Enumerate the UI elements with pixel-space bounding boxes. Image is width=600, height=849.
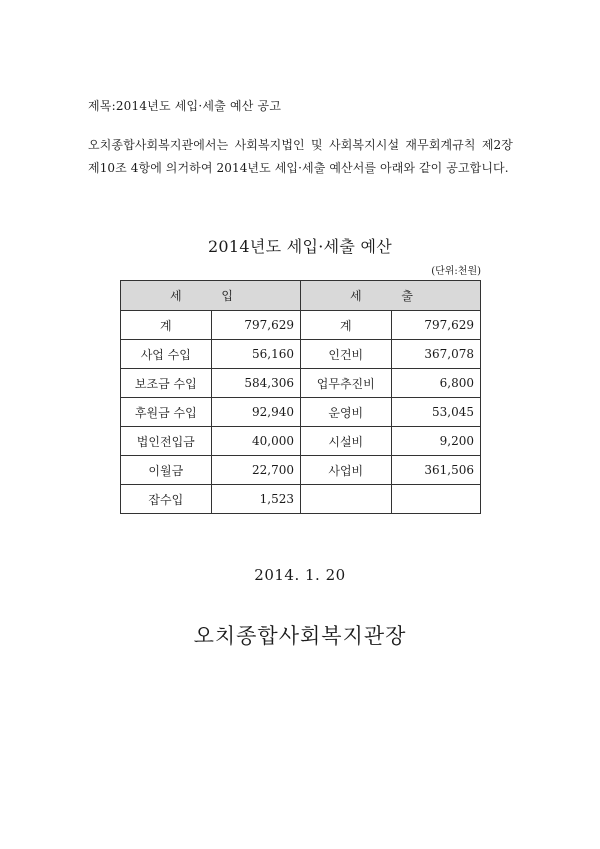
revenue-item: 후원금 수입	[121, 398, 212, 427]
table-row	[121, 427, 481, 456]
expense-amount: 367,078	[391, 340, 480, 369]
table-row	[121, 485, 481, 514]
expense-item: 업무추진비	[300, 369, 391, 398]
unit-label: (단위:천원)	[431, 266, 481, 277]
table-row	[121, 369, 481, 398]
revenue-amount: 1,523	[211, 485, 300, 514]
expense-item: 인건비	[300, 340, 391, 369]
expense-amount	[391, 485, 480, 514]
revenue-amount: 92,940	[211, 398, 300, 427]
revenue-item: 사업 수입	[121, 340, 212, 369]
expense-item: 운영비	[300, 398, 391, 427]
expense-item: 시설비	[300, 427, 391, 456]
expense-item: 계	[300, 311, 391, 340]
expense-amount: 361,506	[391, 456, 480, 485]
table-title: 2014년도 세입·세출 예산	[207, 237, 393, 256]
revenue-item: 이월금	[121, 456, 212, 485]
revenue-item: 법인전입금	[121, 427, 212, 456]
announcement-date: 2014. 1. 20	[254, 566, 346, 584]
expense-amount: 53,045	[391, 398, 480, 427]
table-row	[121, 456, 481, 485]
table-row	[121, 311, 481, 340]
document-body: 오치종합사회복지관에서는 사회복지법인 및 사회복지시설 재무회계규칙 제2장 제10조 4항에 의거하여 2014년도 세입·세출 예산서를 아래와 같이 공고합니다.	[88, 138, 513, 175]
table-row	[121, 340, 481, 369]
revenue-amount: 56,160	[211, 340, 300, 369]
revenue-item: 보조금 수입	[121, 369, 212, 398]
expense-header: 세 출	[300, 281, 480, 311]
expense-amount: 9,200	[391, 427, 480, 456]
table-row	[121, 398, 481, 427]
revenue-item: 계	[121, 311, 212, 340]
budget-table	[120, 280, 481, 514]
signature: 오치종합사회복지관장	[193, 624, 407, 648]
revenue-amount: 797,629	[211, 311, 300, 340]
table-header-row	[121, 281, 481, 311]
document-title: 제목:2014년도 세입·세출 예산 공고	[88, 99, 282, 113]
expense-amount: 797,629	[391, 311, 480, 340]
expense-item	[300, 485, 391, 514]
revenue-amount: 40,000	[211, 427, 300, 456]
expense-item: 사업비	[300, 456, 391, 485]
revenue-header: 세 입	[121, 281, 301, 311]
revenue-amount: 22,700	[211, 456, 300, 485]
expense-amount: 6,800	[391, 369, 480, 398]
revenue-amount: 584,306	[211, 369, 300, 398]
revenue-item: 잡수입	[121, 485, 212, 514]
